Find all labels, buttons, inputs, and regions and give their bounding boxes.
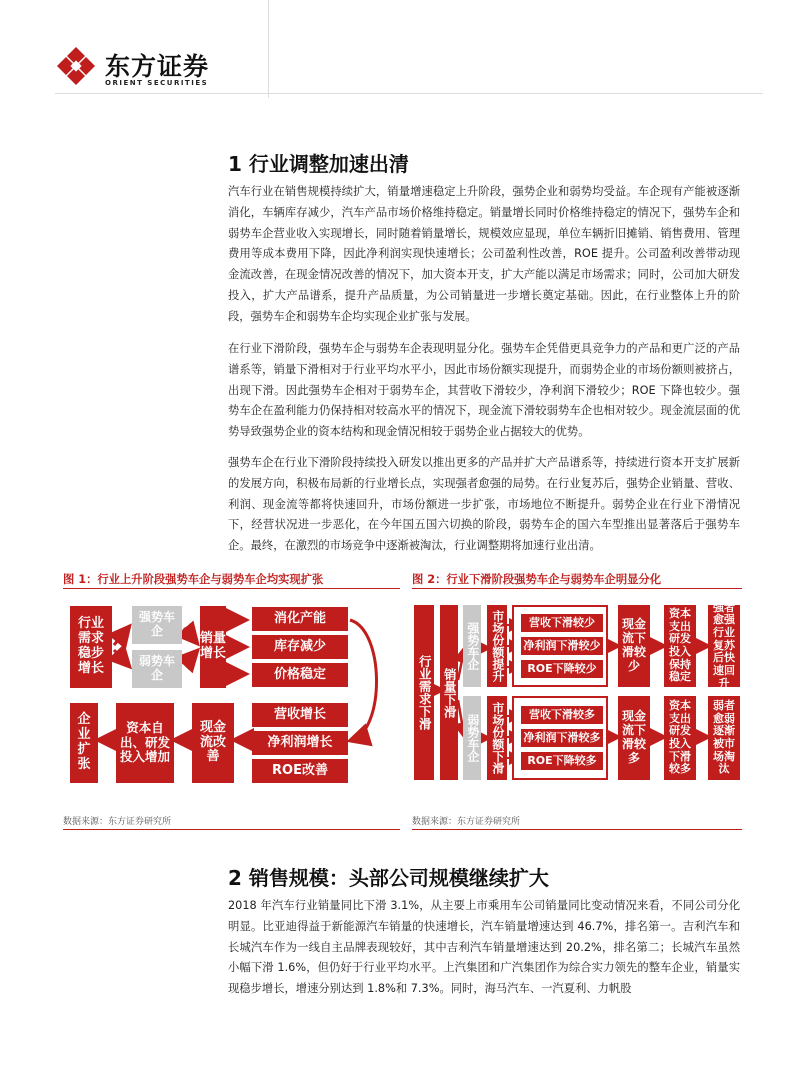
fig1-roe-box: ROE改善: [252, 759, 348, 783]
section-2-title: 2 销售规模：头部公司规模继续扩大: [228, 866, 549, 890]
figure-1-source: 数据来源：东方证券研究所: [63, 817, 172, 827]
fig2-rev-more-box: 营收下滑较多: [521, 706, 603, 724]
fig2-profit-more-box: 净利润下滑较多: [521, 729, 603, 747]
fig2-share-up-box: 市场份额提升: [487, 605, 507, 687]
section-1-paragraph-3: 强势车企在行业下滑阶段持续投入研发以推出更多的产品并扩大产品谱系等，持续进行资本开支扩展新的发展方向，积极布局新的行业增长点，实现强者愈强的局势。在行业复苏后，强势企业销量、营收、利润、现金流等都将快速回升，市场份额进一步扩张，市场地位不断提升。弱势企业在行业下滑情况下，经营状况进一步恶化，在今年国五国六切换的阶段，弱势车企的国六车型推出显著落后于强势车企。最终，在激烈的市场竞争中逐渐被淘汰，行业调整期将加速行业出清。: [228, 456, 740, 553]
fig2-share-down-box: 市场份额下滑: [487, 696, 507, 780]
section-1-title: 1 行业调整加速出清: [228, 152, 409, 176]
fig1-revenue-box: 营收增长: [252, 703, 348, 727]
fig1-demand-box: 行业需求稳步增长: [70, 606, 112, 688]
fig1-strong-box: 强势车企: [132, 606, 182, 644]
fig2-strong-result-box: 强者愈强行业复苏后快速回升: [708, 605, 740, 687]
fig1-capex-box: 资本自出、研发投入增加: [116, 703, 174, 783]
figure-1-title: 图 1：行业上升阶段强势车企与弱势车企均实现扩张: [63, 573, 324, 586]
fig2-roe-more-box: ROE下降较多: [521, 752, 603, 770]
figure-2-bottom-rule: [412, 829, 742, 830]
fig2-cash-more-box: 现金流下滑较多: [618, 696, 650, 780]
logo-english-name: ORIENT SECURITIES: [105, 79, 209, 87]
figure-2-title: 图 2：行业下滑阶段强势车企与弱势车企明显分化: [412, 573, 662, 586]
fig2-sales-box: 销量下滑: [440, 605, 458, 780]
figure-1-bottom-rule: [63, 829, 400, 830]
fig1-cashflow-box: 现金流改善: [192, 703, 234, 783]
fig1-sales-box: 销量增长: [200, 606, 226, 688]
fig2-weak-box: 弱势车企: [463, 696, 481, 780]
fig2-strong-box: 强势车企: [463, 605, 481, 687]
fig2-capex-down-box: 资本支出研发投入下滑较多: [664, 696, 696, 780]
fig2-profit-less-box: 净利润下滑较少: [521, 637, 603, 655]
fig1-profit-box: 净利润增长: [252, 731, 348, 755]
fig2-weak-result-box: 弱者愈弱逐渐被市场淘汰: [708, 696, 740, 780]
fig1-price-box: 价格稳定: [252, 663, 348, 687]
fig1-weak-box: 弱势车企: [132, 650, 182, 688]
fig2-capex-stable-box: 资本支出研发投入保持稳定: [664, 605, 696, 687]
section-2-paragraph: 2018 年汽车行业销量同比下滑 3.1%，从主要上市乘用车公司销量同比变动情况来看，不同公司分化明显。比亚迪得益于新能源汽车销量的快速增长，汽车销量增速达到 46.7%，排名第一。吉利汽车和长城汽车作为一线自主品牌表现较好，其中吉利汽车销量增速达到 20.2%，排名第二；长城汽车虽然小幅下滑 1.6%，但仍好于行业平均水平。上汽集团和广汽集团作为综合实力领先的整车企业，销量实现稳步增长，增速分别达到 1.8%和 7.3%。同时，海马汽车、一汽夏利、力帆股: [228, 899, 740, 996]
section-1-paragraph-1: 汽车行业在销售规模持续扩大，销量增速稳定上升阶段，强势企业和弱势均受益。车企现有产能被逐渐消化，车辆库存减少，汽车产品市场价格维持稳定。销量增长同时价格维持稳定的情况下，强势车企和弱势车企营业收入实现增长，同时随着销量增长，规模效应显现，单位车辆折旧摊销、销售费用、管理费用等成本费用下降，因此净利润实现快速增长；公司盈利性改善，ROE 提升。公司盈利改善带动现金流改善，在现金情况改善的情况下，加大资本开支，扩大产能以满足市场需求；同时，公司加大研发投入，扩大产品谱系，提升产品质量，为公司销量进一步增长奠定基础。因此，在行业整体上升的阶段，强势车企和弱势车企均实现企业扩张与发展。: [228, 185, 740, 323]
fig1-capacity-box: 消化产能: [252, 607, 348, 631]
fig2-demand-box: 行业需求下滑: [414, 605, 434, 780]
fig2-cash-less-box: 现金流下滑较少: [618, 605, 650, 687]
fig1-expand-box: 企业扩张: [70, 703, 98, 783]
figure-2-source: 数据来源：东方证券研究所: [412, 817, 521, 827]
fig2-rev-less-box: 营收下滑较少: [521, 614, 603, 632]
fig2-roe-less-box: ROE下降较少: [521, 660, 603, 678]
logo-chinese-name: 东方证券: [105, 52, 210, 81]
section-1-paragraph-2: 在行业下滑阶段，强势车企与弱势车企表现明显分化。强势车企凭借更具竞争力的产品和更广泛的产品谱系等，销量下滑相对于行业平均水平小，因此市场份额实现提升，而弱势企业的市场份额则被挤占，出现下滑。因此强势车企相对于弱势车企，其营收下滑较少，净利润下滑较少；ROE 下降也较少。强势车企在盈利能力仍保持相对较高水平的情况下，现金流下滑较弱势车企也相对较少。现金流层面的优势导致强势企业的资本结构和现金情况相较于弱势企业占据较大的优势。: [228, 342, 740, 439]
fig1-inventory-box: 库存减少: [252, 635, 348, 659]
